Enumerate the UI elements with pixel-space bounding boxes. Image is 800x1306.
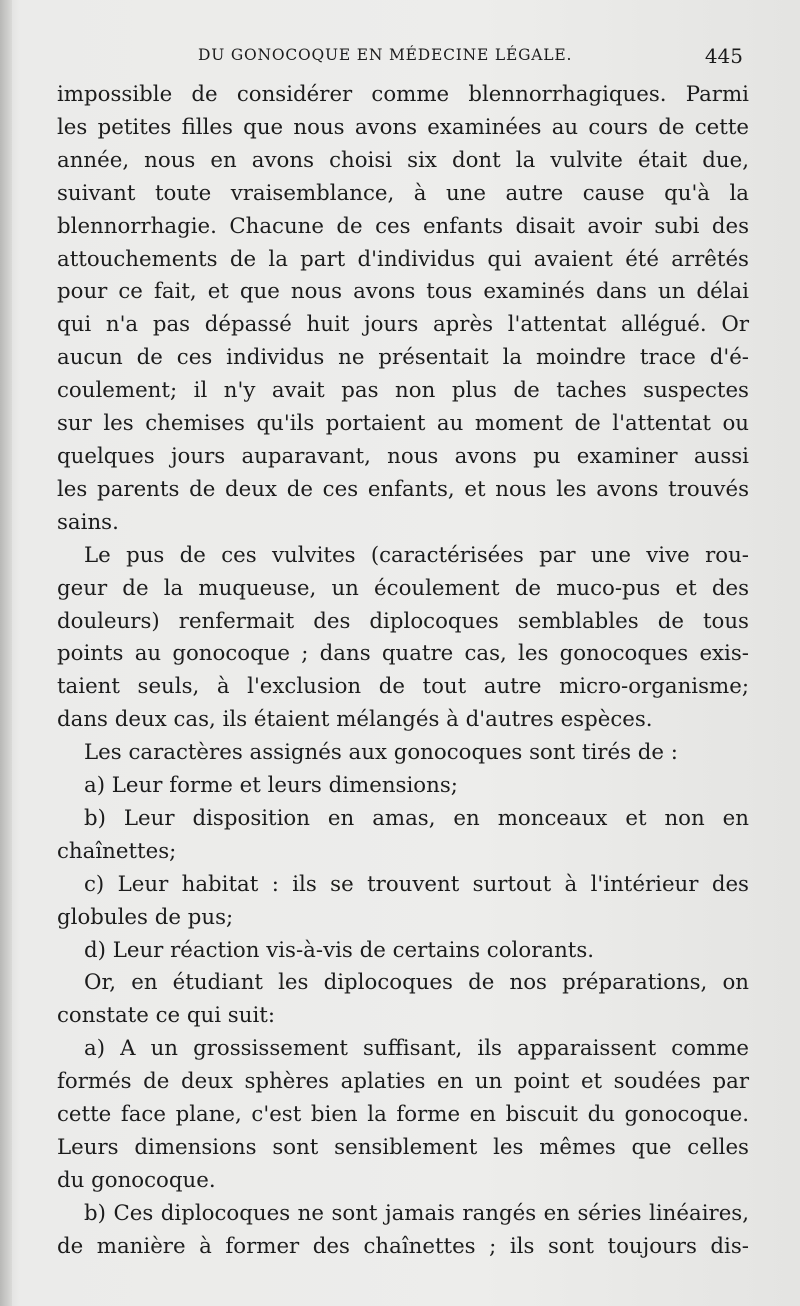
text-line: coulement; il n'y avait pas non plus de taches suspectes (57, 378, 749, 404)
text-line: b) Ces diplocoques ne sont jamais rangés en séries linéaires, (84, 1200, 749, 1226)
text-line: Leurs dimensions sont sensiblement les mêmes que celles (57, 1135, 749, 1160)
text-line: globules de pus; (57, 904, 234, 930)
text-line: formés de deux sphères aplaties en un point et soudées par (57, 1069, 749, 1095)
text-line: blennorrhagie. Chacune de ces enfants disait avoir subi des (57, 213, 749, 239)
text-line: les parents de deux de ces enfants, et nous les avons trouvés (57, 476, 749, 502)
text-line: les petites filles que nous avons examinées au cours de cette (57, 114, 749, 140)
text-line: Or, en étudiant les diplocoques de nos préparations, on (84, 970, 749, 996)
text-line: dans deux cas, ils étaient mélangés à d'autres espèces. (57, 707, 653, 733)
text-line: c) Leur habitat : ils se trouvent surtout à l'intérieur des (84, 871, 749, 897)
text-line: sur les chemises qu'ils portaient au moment de l'attentat ou (57, 411, 749, 437)
text-line: a) A un grossissement suffisant, ils apparaissent comme (84, 1036, 749, 1062)
text-line: Le pus de ces vulvites (caractérisées par une vive rou- (84, 542, 749, 568)
text-line: attouchements de la part d'individus qui avaient été arrêtés (57, 246, 749, 272)
text-line: d) Leur réaction vis-à-vis de certains colorants. (84, 937, 595, 963)
body-text (57, 79, 749, 1264)
page-number: 445 (704, 44, 743, 68)
text-line: constate ce qui suit: (57, 1003, 276, 1029)
text-line: a) Leur forme et leurs dimensions; (84, 773, 458, 799)
text-line: du gonocoque. (57, 1167, 216, 1193)
text-line: Les caractères assignés aux gonocoques sont tirés de : (84, 740, 678, 766)
text-line: aucun de ces individus ne présentait la moindre trace d'é- (57, 345, 749, 371)
text-line: année, nous en avons choisi six dont la vulvite était due, (57, 147, 749, 173)
text-line: suivant toute vraisemblance, à une autre cause qu'à la (57, 180, 749, 206)
text-line: sains. (57, 509, 119, 535)
text-line: taient seuls, à l'exclusion de tout autre micro-organisme; (57, 674, 749, 700)
page-header (198, 44, 743, 74)
text-line: douleurs) renfermait des diplocoques semblables de tous (57, 608, 749, 634)
text-line: chaînettes; (57, 838, 177, 864)
text-line: impossible de considérer comme blennorrhagiques. Parmi (57, 82, 749, 107)
text-line: de manière à former des chaînettes ; ils sont toujours dis- (57, 1233, 749, 1259)
text-line: pour ce fait, et que nous avons tous examinés dans un délai (57, 279, 749, 305)
page-gutter-shadow (0, 0, 12, 1306)
text-line: geur de la muqueuse, un écoulement de muco-pus et des (57, 575, 749, 601)
text-line: cette face plane, c'est bien la forme en biscuit du gonocoque. (57, 1102, 749, 1128)
text-line: quelques jours auparavant, nous avons pu examiner aussi (57, 443, 749, 469)
text-line: points au gonocoque ; dans quatre cas, les gonocoques exis- (57, 641, 749, 667)
running-head: DU GONOCOQUE EN MÉDECINE LÉGALE. (198, 46, 573, 64)
text-line: qui n'a pas dépassé huit jours après l'attentat allégué. Or (57, 312, 749, 338)
text-line: b) Leur disposition en amas, en monceaux et non en (84, 805, 749, 831)
